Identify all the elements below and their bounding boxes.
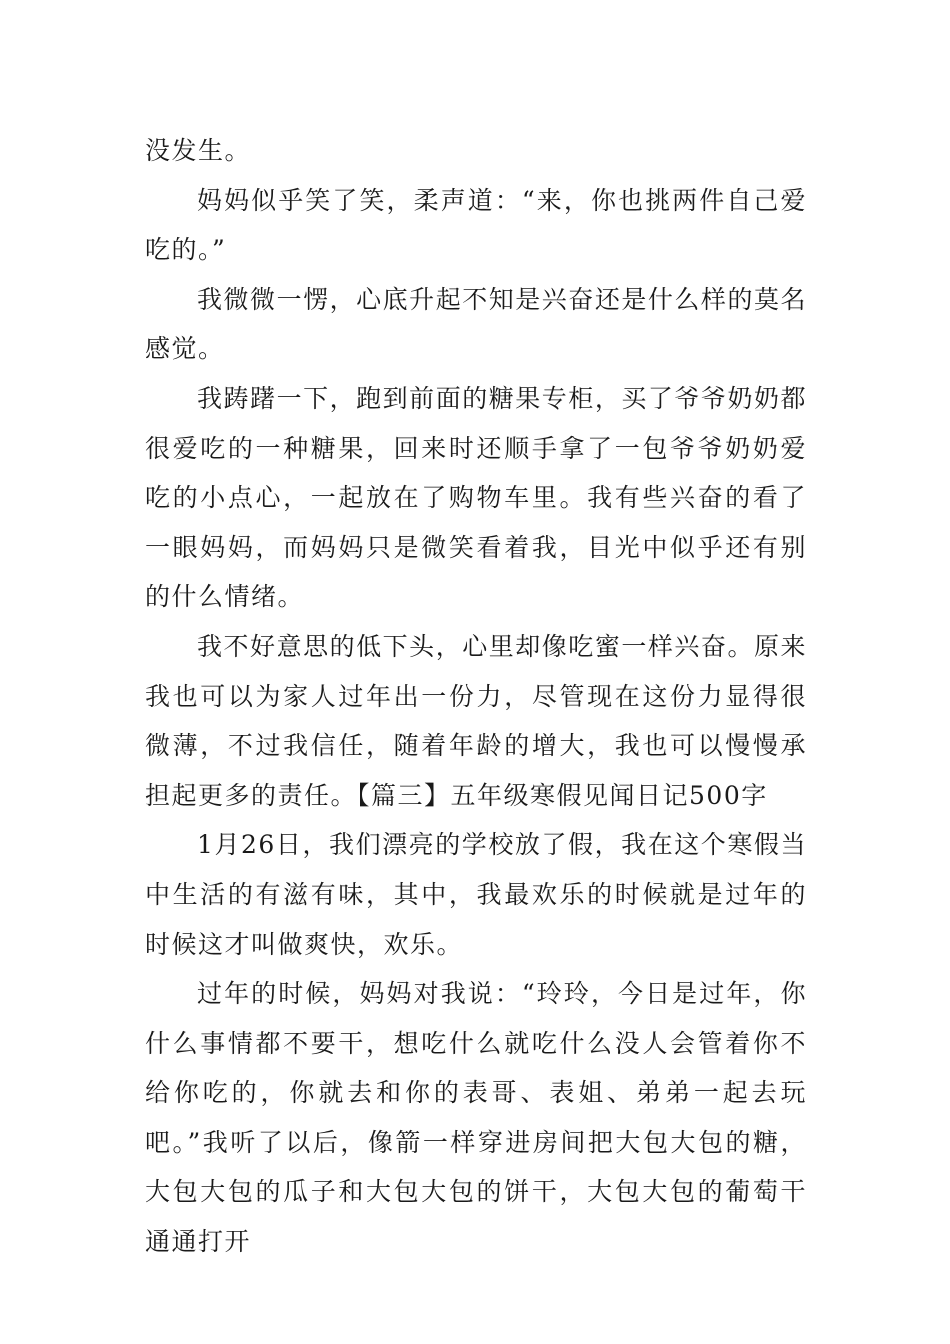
- document-body: [145, 126, 807, 1267]
- paragraph-4: 我踌躇一下，跑到前面的糖果专柜，买了爷爷奶奶都很爱吃的一种糖果，回来时还顺手拿了一包爷爷奶奶爱吃的小点心，一起放在了购物车里。我有些兴奋的看了一眼妈妈，而妈妈只是微笑看着我，目光中似乎还有别的什么情绪。: [145, 383, 807, 612]
- paragraph-3: 我微微一愣，心底升起不知是兴奋还是什么样的莫名感觉。: [145, 284, 807, 364]
- paragraph-5: 我不好意思的低下头，心里却像吃蜜一样兴奋。原来我也可以为家人过年出一份力，尽管现在这份力显得很微薄，不过我信任，随着年龄的增大，我也可以慢慢承担起更多的责任。【篇三】五年级寒假见闻日记500字: [145, 631, 807, 810]
- paragraph-6: 1月26日，我们漂亮的学校放了假，我在这个寒假当中生活的有滋有味，其中，我最欢乐的时候就是过年的时候这才叫做爽快，欢乐。: [145, 830, 807, 959]
- paragraph-7: 过年的时候，妈妈对我说：“玲玲，今日是过年，你什么事情都不要干，想吃什么就吃什么没人会管着你不给你吃的，你就去和你的表哥、表姐、弟弟一起去玩吧。”我听了以后，像箭一样穿进房间把大包大包的糖，大包大包的瓜子和大包大包的饼干，大包大包的葡萄干通通打开: [145, 979, 807, 1257]
- paragraph-1: 没发生。: [145, 136, 252, 165]
- paragraph-2: 妈妈似乎笑了笑，柔声道：“来，你也挑两件自己爱吃的。”: [145, 185, 807, 265]
